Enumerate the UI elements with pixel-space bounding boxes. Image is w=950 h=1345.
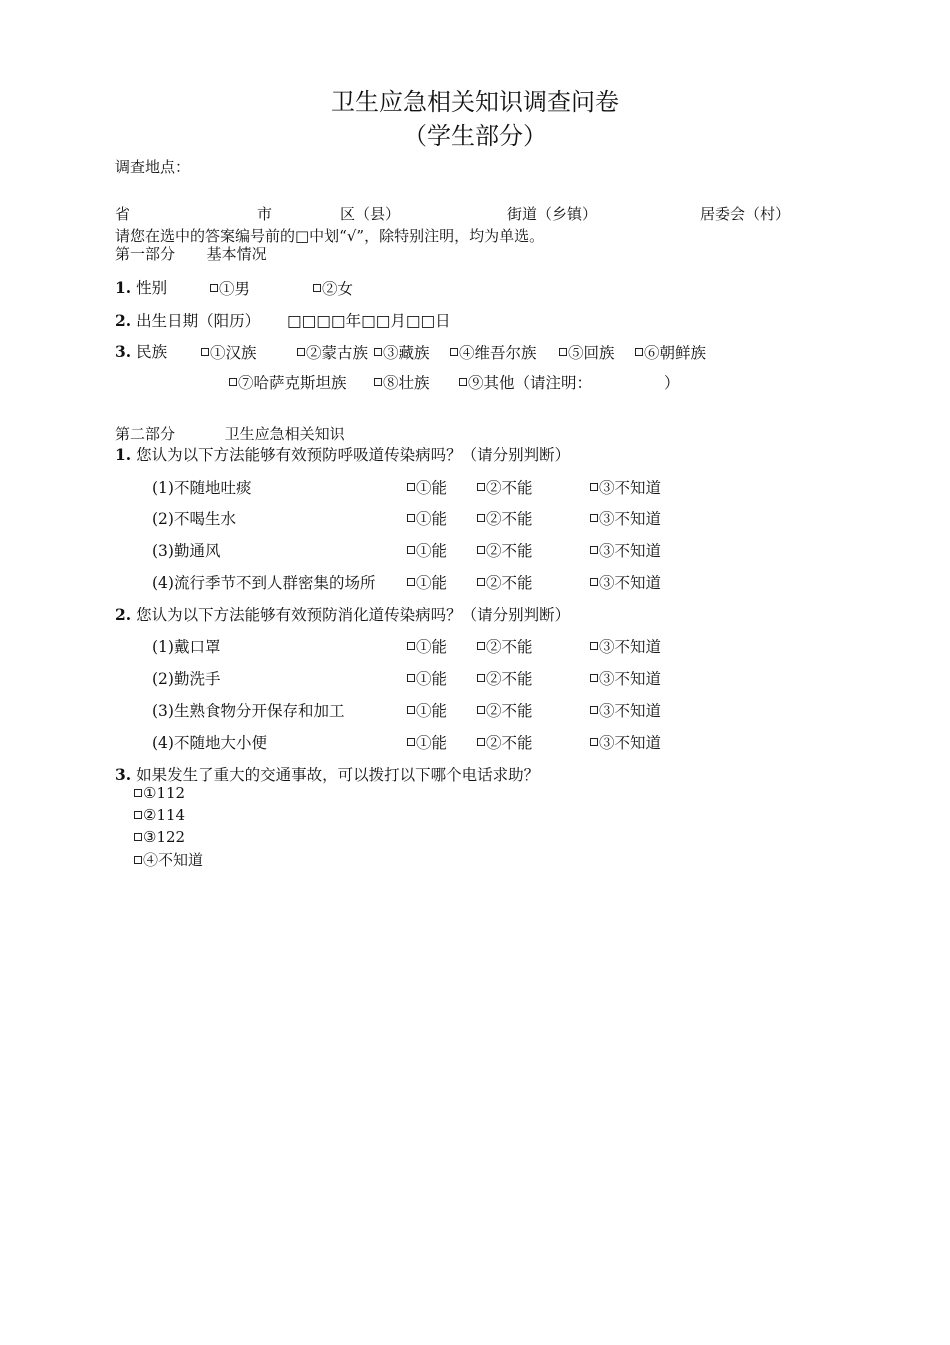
checkbox-icon[interactable] bbox=[407, 642, 415, 650]
choice-yes[interactable] bbox=[407, 667, 447, 689]
choice-yes[interactable] bbox=[407, 571, 447, 593]
choice-label: ①能 bbox=[416, 542, 448, 560]
checkbox-icon[interactable] bbox=[635, 348, 643, 356]
location-label: 调查地点： bbox=[115, 158, 191, 176]
ethnicity-label: ⑥朝鲜族 bbox=[644, 344, 707, 362]
ethnicity-option[interactable] bbox=[374, 341, 430, 363]
checkbox-icon[interactable] bbox=[374, 348, 382, 356]
choice-label: ①能 bbox=[416, 670, 448, 688]
choice-label: ②不能 bbox=[486, 479, 533, 497]
checkbox-icon[interactable] bbox=[477, 578, 485, 586]
choice-label: ②不能 bbox=[486, 638, 533, 656]
p1-q1-label: 1. 性别 bbox=[115, 278, 168, 297]
choice-label: ①能 bbox=[416, 702, 448, 720]
p2-q1-text: 您认为以下方法能够有效预防呼吸道传染病吗？（请分别判断） bbox=[136, 446, 571, 464]
gender-female-option[interactable] bbox=[313, 277, 353, 299]
phone-option-label: ③122 bbox=[143, 828, 186, 846]
p2-q2-number: 2 bbox=[115, 605, 126, 624]
choice-label: ③不知道 bbox=[599, 510, 662, 528]
instruction-text: 请您在选中的答案编号前的□中划“√”，除特别注明，均为单选。 bbox=[115, 227, 545, 245]
choice-no[interactable] bbox=[477, 571, 533, 593]
checkbox-icon[interactable] bbox=[590, 642, 598, 650]
ethnicity-option[interactable] bbox=[201, 341, 257, 363]
choice-unknown[interactable] bbox=[590, 507, 661, 529]
checkbox-icon[interactable] bbox=[313, 284, 321, 292]
checkbox-icon[interactable] bbox=[477, 674, 485, 682]
p2-q2-item: (4)不随地大小便 bbox=[152, 734, 267, 752]
choice-label: ①能 bbox=[416, 638, 448, 656]
checkbox-icon[interactable] bbox=[559, 348, 567, 356]
checkbox-icon[interactable] bbox=[590, 483, 598, 491]
checkbox-icon[interactable] bbox=[134, 856, 142, 864]
ethnicity-label: ⑦哈萨克斯坦族 bbox=[238, 374, 347, 392]
location-province: 省 bbox=[115, 205, 131, 223]
p2-q1-item: (4)流行季节不到人群密集的场所 bbox=[152, 574, 376, 592]
part1-heading bbox=[115, 243, 267, 264]
choice-label: ②不能 bbox=[486, 734, 533, 752]
checkbox-icon[interactable] bbox=[407, 674, 415, 682]
part1-heading-a: 第一部分 bbox=[115, 245, 176, 263]
choice-label: ③不知道 bbox=[599, 479, 662, 497]
phone-option-label: ④不知道 bbox=[143, 851, 204, 869]
location-committee: 居委会（村） bbox=[700, 205, 791, 223]
checkbox-icon[interactable] bbox=[459, 378, 467, 386]
choice-label: ②不能 bbox=[486, 702, 533, 720]
phone-option-label: ②114 bbox=[143, 806, 186, 824]
p2-q2-label: 2. 您认为以下方法能够有效预防消化道传染病吗？（请分别判断） bbox=[115, 605, 571, 624]
ethnicity-option[interactable] bbox=[374, 371, 430, 393]
p2-q2-text: 您认为以下方法能够有效预防消化道传染病吗？（请分别判断） bbox=[136, 606, 571, 624]
choice-label: ①能 bbox=[416, 479, 448, 497]
checkbox-icon[interactable] bbox=[477, 546, 485, 554]
p1-q2-number: 2 bbox=[115, 311, 126, 330]
phone-option[interactable] bbox=[134, 784, 185, 802]
choice-label: ①能 bbox=[416, 734, 448, 752]
p1-q3-label: 3. 民族 bbox=[115, 342, 168, 361]
gender-male-label: ①男 bbox=[219, 280, 251, 298]
choice-label: ②不能 bbox=[486, 542, 533, 560]
p1-q2-label: 2. 出生日期（阳历） bbox=[115, 311, 261, 330]
checkbox-icon[interactable] bbox=[477, 514, 485, 522]
phone-option[interactable] bbox=[134, 828, 185, 846]
p1-q3-text: 民族 bbox=[136, 343, 168, 361]
choice-label: ③不知道 bbox=[599, 734, 662, 752]
p2-q2-item: (2)勤洗手 bbox=[152, 670, 221, 688]
checkbox-icon[interactable] bbox=[590, 738, 598, 746]
p2-q3-number: 3 bbox=[115, 765, 126, 784]
choice-label: ①能 bbox=[416, 510, 448, 528]
p2-q1-item: (1)不随地吐痰 bbox=[152, 479, 252, 497]
choice-no[interactable] bbox=[477, 699, 533, 721]
checkbox-icon[interactable] bbox=[134, 789, 142, 797]
choice-label: ②不能 bbox=[486, 510, 533, 528]
choice-label: ①能 bbox=[416, 574, 448, 592]
checkbox-icon[interactable] bbox=[590, 706, 598, 714]
choice-unknown[interactable] bbox=[590, 699, 661, 721]
choice-yes[interactable] bbox=[407, 476, 447, 498]
choice-yes[interactable] bbox=[407, 699, 447, 721]
checkbox-icon[interactable] bbox=[210, 284, 218, 292]
part2-heading bbox=[115, 423, 345, 444]
gender-male-option[interactable] bbox=[210, 277, 250, 299]
checkbox-icon[interactable] bbox=[477, 483, 485, 491]
p2-q1-label: 1. 您认为以下方法能够有效预防呼吸道传染病吗？（请分别判断） bbox=[115, 445, 571, 464]
choice-yes[interactable] bbox=[407, 635, 447, 657]
choice-unknown[interactable] bbox=[590, 667, 661, 689]
checkbox-icon[interactable] bbox=[590, 578, 598, 586]
p1-q1-text: 性别 bbox=[136, 279, 168, 297]
ethnicity-label: ①汉族 bbox=[210, 344, 257, 362]
ethnicity-other-close: ） bbox=[664, 374, 680, 392]
choice-no[interactable] bbox=[477, 667, 533, 689]
checkbox-icon[interactable] bbox=[407, 706, 415, 714]
p2-q2-item: (3)生熟食物分开保存和加工 bbox=[152, 702, 345, 720]
choice-unknown[interactable] bbox=[590, 731, 661, 753]
choice-unknown[interactable] bbox=[590, 539, 661, 561]
checkbox-icon[interactable] bbox=[477, 642, 485, 650]
checkbox-icon[interactable] bbox=[374, 378, 382, 386]
choice-label: ③不知道 bbox=[599, 574, 662, 592]
checkbox-icon[interactable] bbox=[590, 674, 598, 682]
choice-no[interactable] bbox=[477, 476, 533, 498]
checkbox-icon[interactable] bbox=[407, 483, 415, 491]
p2-q1-number: 1 bbox=[115, 445, 126, 464]
ethnicity-label: ④维吾尔族 bbox=[459, 344, 537, 362]
phone-option[interactable] bbox=[134, 849, 203, 870]
choice-label: ③不知道 bbox=[599, 670, 662, 688]
choice-unknown[interactable] bbox=[590, 571, 661, 593]
choice-yes[interactable] bbox=[407, 731, 447, 753]
p2-q2-item: (1)戴口罩 bbox=[152, 638, 221, 656]
choice-label: ③不知道 bbox=[599, 702, 662, 720]
checkbox-icon[interactable] bbox=[201, 348, 209, 356]
part1-heading-b: 基本情况 bbox=[206, 245, 267, 263]
choice-label: ③不知道 bbox=[599, 542, 662, 560]
choice-no[interactable] bbox=[477, 507, 533, 529]
part2-heading-a: 第二部分 bbox=[115, 425, 176, 443]
p1-q3-number: 3 bbox=[115, 342, 126, 361]
choice-no[interactable] bbox=[477, 635, 533, 657]
ethnicity-option[interactable] bbox=[450, 341, 537, 363]
p1-q2-text: 出生日期（阳历） bbox=[136, 312, 261, 330]
phone-option-label: ①112 bbox=[143, 784, 186, 802]
birth-date-field[interactable]: □□□□年□□月□□日 bbox=[287, 312, 451, 330]
location-city: 市 bbox=[257, 205, 273, 223]
checkbox-icon[interactable] bbox=[297, 348, 305, 356]
ethnicity-label: ⑧壮族 bbox=[383, 374, 430, 392]
choice-label: ③不知道 bbox=[599, 638, 662, 656]
checkbox-icon[interactable] bbox=[134, 833, 142, 841]
gender-female-label: ②女 bbox=[322, 280, 354, 298]
checkbox-icon[interactable] bbox=[590, 514, 598, 522]
choice-unknown[interactable] bbox=[590, 635, 661, 657]
ethnicity-option[interactable] bbox=[559, 341, 615, 363]
checkbox-icon[interactable] bbox=[229, 378, 237, 386]
checkbox-icon[interactable] bbox=[590, 546, 598, 554]
p2-q1-item: (3)勤通风 bbox=[152, 542, 221, 560]
checkbox-icon[interactable] bbox=[134, 811, 142, 819]
checkbox-icon[interactable] bbox=[477, 706, 485, 714]
document-title: 卫生应急相关知识调查问卷 bbox=[331, 88, 619, 116]
ethnicity-other-option[interactable] bbox=[459, 371, 592, 393]
p2-q1-item: (2)不喝生水 bbox=[152, 510, 236, 528]
p2-q3-text: 如果发生了重大的交通事故，可以拨打以下哪个电话求助？ bbox=[136, 766, 540, 784]
choice-label: ②不能 bbox=[486, 670, 533, 688]
choice-unknown[interactable] bbox=[590, 476, 661, 498]
checkbox-icon[interactable] bbox=[450, 348, 458, 356]
location-street: 街道（乡镇） bbox=[507, 205, 598, 223]
checkbox-icon[interactable] bbox=[477, 738, 485, 746]
part2-heading-b: 卫生应急相关知识 bbox=[224, 425, 345, 443]
checkbox-icon[interactable] bbox=[407, 546, 415, 554]
ethnicity-option[interactable] bbox=[297, 341, 368, 363]
p1-q1-number: 1 bbox=[115, 278, 126, 297]
choice-no[interactable] bbox=[477, 731, 533, 753]
phone-option[interactable] bbox=[134, 806, 185, 824]
choice-label: ②不能 bbox=[486, 574, 533, 592]
ethnicity-label: ⑤回族 bbox=[568, 344, 615, 362]
checkbox-icon[interactable] bbox=[407, 514, 415, 522]
ethnicity-option[interactable] bbox=[229, 371, 347, 393]
location-district: 区（县） bbox=[340, 205, 401, 223]
ethnicity-option[interactable] bbox=[635, 341, 706, 363]
checkbox-icon[interactable] bbox=[407, 738, 415, 746]
checkbox-icon[interactable] bbox=[407, 578, 415, 586]
choice-yes[interactable] bbox=[407, 507, 447, 529]
ethnicity-label: ⑨其他（请注明： bbox=[468, 374, 593, 392]
document-subtitle: （学生部分） bbox=[403, 122, 547, 150]
ethnicity-label: ②蒙古族 bbox=[306, 344, 369, 362]
ethnicity-label: ③藏族 bbox=[383, 344, 430, 362]
choice-yes[interactable] bbox=[407, 539, 447, 561]
p2-q3-label: 3. 如果发生了重大的交通事故，可以拨打以下哪个电话求助？ bbox=[115, 765, 540, 784]
choice-no[interactable] bbox=[477, 539, 533, 561]
